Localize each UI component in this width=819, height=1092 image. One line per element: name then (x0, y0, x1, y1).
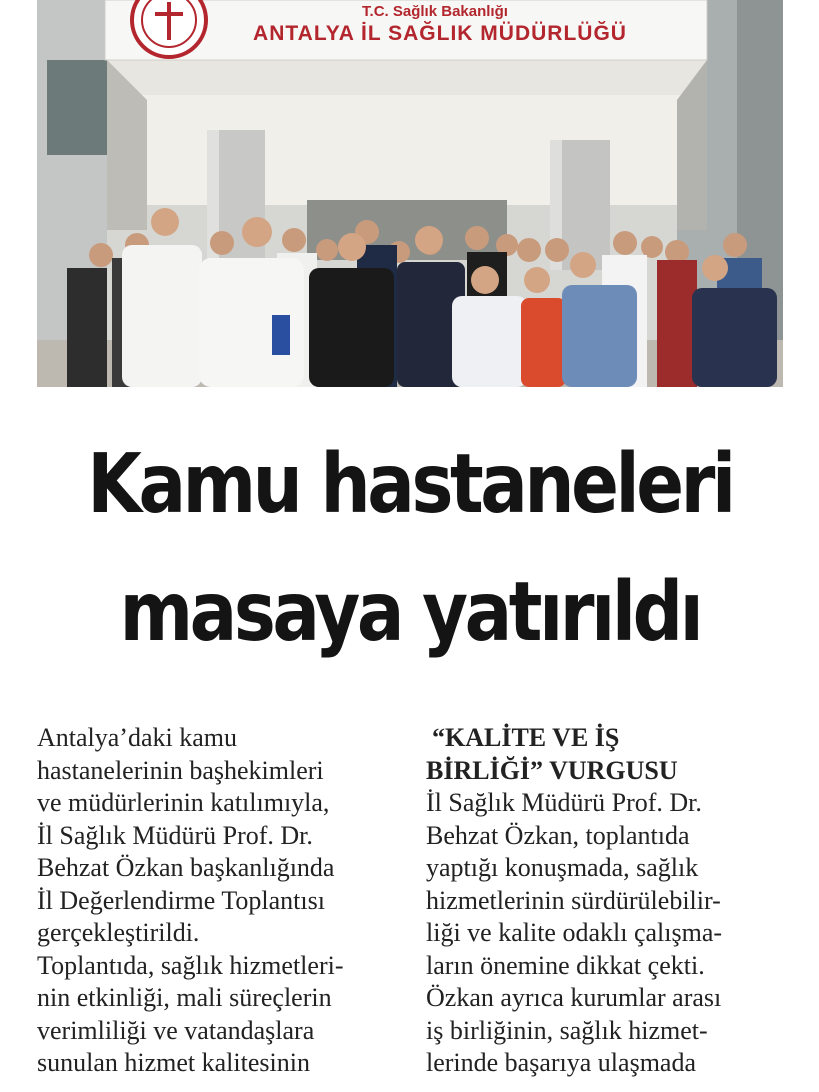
body-line: Özkan ayrıca kurumlar arası (426, 983, 722, 1012)
subhead-line-1: “KALİTE VE İŞ (432, 723, 620, 752)
body-line: İl Sağlık Müdürü Prof. Dr. (426, 788, 702, 817)
group-photo-illustration (37, 0, 783, 387)
body-line: İl Sağlık Müdürü Prof. Dr. (37, 820, 313, 850)
body-line: hizmetlerinin sürdürülebilir- (426, 885, 721, 915)
body-line: Behzat Özkan başkanlığında (37, 853, 335, 882)
headline-line-2: masaya yatırıldı (119, 565, 701, 660)
body-line: ve müdürlerinin katılımıyla, (37, 788, 330, 817)
body-line: Toplantıda, sağlık hizmetleri- (37, 950, 344, 980)
article-left-column (37, 722, 407, 1080)
body-line: iş birliğinin, sağlık hizmet- (426, 1015, 708, 1045)
body-line: gerçekleştirildi. (37, 918, 200, 947)
body-line: Antalya’daki kamu (37, 723, 237, 752)
body-line: Behzat Özkan, toplantıda (426, 820, 690, 850)
sign-directorate-text: ANTALYA İL SAĞLIK MÜDÜRLÜĞÜ (253, 22, 627, 45)
body-line: lerinde başarıya ulaşmada (426, 1048, 696, 1077)
body-line: hastanelerinin başhekimleri (37, 755, 324, 785)
news-photo (37, 0, 783, 387)
body-line: İl Değerlendirme Toplantısı (37, 885, 325, 915)
sign-ministry-text: T.C. Sağlık Bakanlığı (362, 3, 508, 20)
body-line: ların önemine dikkat çekti. (426, 950, 705, 980)
body-line: liği ve kalite odaklı çalışma- (426, 918, 723, 947)
article-right-column (426, 722, 791, 1080)
body-line: sunulan hizmet kalitesinin (37, 1048, 310, 1077)
body-line: nin etkinliği, mali süreçlerin (37, 983, 332, 1012)
subhead-line-2: BİRLİĞİ” VURGUSU (426, 755, 678, 785)
headline-line-1: Kamu hastaneleri (87, 437, 733, 532)
body-line: verimliliği ve vatandaşlara (37, 1015, 315, 1045)
body-line: yaptığı konuşmada, sağlık (426, 853, 699, 882)
